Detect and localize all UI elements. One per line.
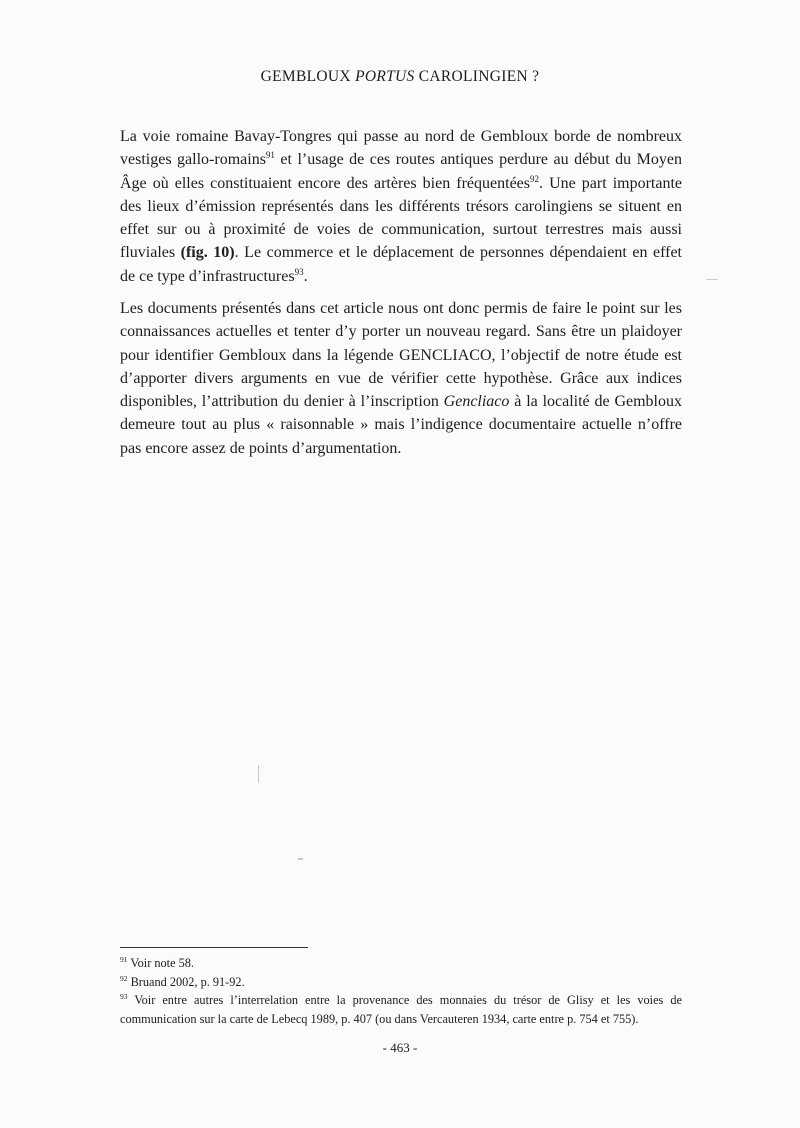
- figure-reference[interactable]: (fig. 10): [180, 244, 235, 262]
- paragraph-1: [120, 125, 682, 288]
- footnote-number: 92: [120, 973, 128, 983]
- footnote-ref[interactable]: 93: [294, 266, 304, 277]
- paragraph-2: [120, 297, 682, 460]
- scan-mark: [298, 858, 303, 860]
- footnote-text: Bruand 2002, p. 91-92.: [127, 974, 245, 989]
- paragraph-text: .: [303, 267, 308, 285]
- footnote-91: [120, 954, 682, 973]
- footnote-divider: [120, 947, 308, 948]
- footnote-number: 93: [120, 992, 128, 1001]
- footnote-ref[interactable]: 92: [530, 173, 540, 184]
- footnote-number: 91: [120, 955, 128, 964]
- paragraph-text: et l’usage de ces routes antiques perdure au début du Moyen Âge où elles constituaient encore des artères bien fréquentées: [120, 151, 682, 192]
- paragraph-text: Les documents présentés dans cet article nous ont donc permis de faire le point sur les connaissances actuelles et tenter d’y porter un nouveau regard. Sans être un plaidoyer pour identifier Gembloux dans la légende GENCLIACO, l’objectif de notre étude est d’apporter divers arguments en vue de vérifier cette hypothèse. Grâce aux indices disponibles, l’attribution du denier à l’inscription: [120, 300, 682, 411]
- italic-term: Gencliaco: [443, 393, 510, 411]
- scan-mark: [706, 279, 718, 280]
- footnote-92: [120, 973, 682, 992]
- header-text-end: CAROLINGIEN ?: [414, 68, 540, 85]
- paragraph-text: à la localité de Gembloux demeure tout au plus « raisonnable » mais l’indigence documentaire actuelle n’offre pas encore assez de points d’argumentation.: [120, 393, 682, 457]
- paragraph-text: . Le commerce et le déplacement de personnes dépendaient en effet de ce type d’infrastructures: [120, 244, 683, 285]
- header-text: GEMBLOUX: [260, 68, 356, 85]
- footnote-93: [120, 991, 682, 1028]
- paragraph-text: La voie romaine Bavay-Tongres qui passe au nord de Gembloux borde de nombreux vestiges gallo-romains: [120, 128, 682, 169]
- running-header: [0, 68, 800, 86]
- scan-mark: [258, 765, 259, 783]
- footnote-text: Voir note 58.: [127, 956, 194, 970]
- footnotes: [120, 954, 682, 1028]
- footnote-ref[interactable]: 91: [265, 150, 275, 161]
- footnote-text: Voir entre autres l’interrelation entre la provenance des monnaies du trésor de Glisy et les voies de communication sur la carte de Lebecq 1989, p. 407 (ou dans Vercauteren 1934, carte entre p. 754 et 755).: [120, 993, 682, 1026]
- header-italic: PORTUS: [355, 68, 415, 85]
- paragraph-text: . Une part importante des lieux d’émission représentés dans les différents trésors carolingiens se situent en effet sur ou à proximité de voies de communication, surtout terrestres mais aussi fluviales: [120, 174, 683, 262]
- page-number: - 463 -: [382, 1040, 418, 1055]
